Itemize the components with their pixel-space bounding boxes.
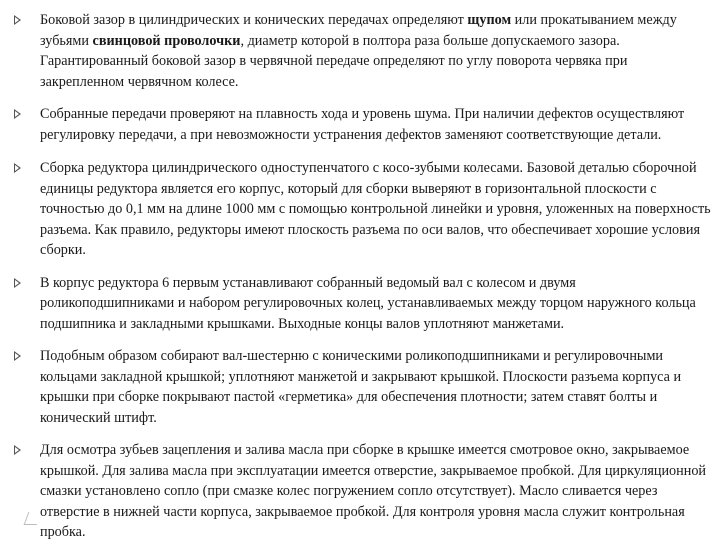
- paragraph: В корпус редуктора 6 первым устанавливают собранный ведомый вал с колесом и двумя роликоподшипниками и набором регулировочных колец, устанавливаемых между торцом наружного кольца подшипника и закладными крышками. Выходные концы валов уплотняют манжетами.: [40, 274, 696, 332]
- paragraph: Сборка редуктора цилиндрического одноступенчатого с косо-зубыми колесами. Базовой деталью сборочной единицы редуктора является его корпус, который для сборки выверяют в горизонтальной плоскости с точностью до 0,1 мм на длине 1000 мм с помощью контрольной линейки и уровня, уложенных на поверхность разъема. Как правило, редукторы имеют плоскость разъема по оси валов, что обеспечивает хорошие условия сборки.: [40, 160, 711, 258]
- arrow-bullet-icon: [14, 109, 21, 119]
- bold-term: свинцовой проволочки: [92, 32, 241, 49]
- bold-term: щупом: [467, 12, 512, 28]
- paragraph-text: , диаметр которой в полтора раза больше допускаемого зазора. Гарантированный боковой зазор в червячной передаче определяют по углу поворота червяка при закрепленном червячном колесе.: [40, 32, 628, 90]
- arrow-bullet-icon: [14, 351, 21, 361]
- arrow-bullet-icon: [14, 278, 21, 288]
- paragraph-text: или прокатыванием между зубьями: [40, 12, 677, 49]
- list-item: [12, 273, 712, 335]
- paragraph: Для осмотра зубьев зацепления и залива масла при сборке в крышке имеется смотровое окно, закрываемое крышкой. Для залива масла при эксплуатации имеется отверстие, закрываемое пробкой. Для циркуляционной смазки установлено сопло (при смазке колес погружением сопло отсутствует). Масло сливается через отверстие в нижней части корпуса, закрываемое пробкой. Для контроля уровня масла служит контрольная пробка.: [40, 442, 707, 540]
- paragraph: [40, 10, 712, 92]
- paragraph: Собранные передачи проверяют на плавность хода и уровень шума. При наличии дефектов осуществляют регулировку передачи, а при невозможности устранения дефектов заменяют соответствующие детали.: [40, 106, 685, 143]
- list-item: [12, 346, 712, 428]
- list-item: [12, 440, 712, 543]
- list-item: [12, 10, 712, 92]
- bullet-list: [12, 10, 712, 555]
- list-item: [12, 158, 712, 261]
- list-item: [12, 104, 712, 145]
- arrow-bullet-icon: [14, 445, 21, 455]
- paragraph: Подобным образом собирают вал-шестерню с коническими роликоподшипниками и регулировочными кольцами закладной крышкой; уплотняют манжетой и закрывают крышкой. Плоскости разъема корпуса и крышки при сборке покрывают пастой «герметика» для обеспечения плотности; затем ставят болты и конический штифт.: [40, 348, 682, 426]
- paragraph-text: Боковой зазор в цилиндрических и конических передачах определяют: [40, 12, 468, 28]
- arrow-bullet-icon: [14, 15, 21, 25]
- arrow-bullet-icon: [14, 163, 21, 173]
